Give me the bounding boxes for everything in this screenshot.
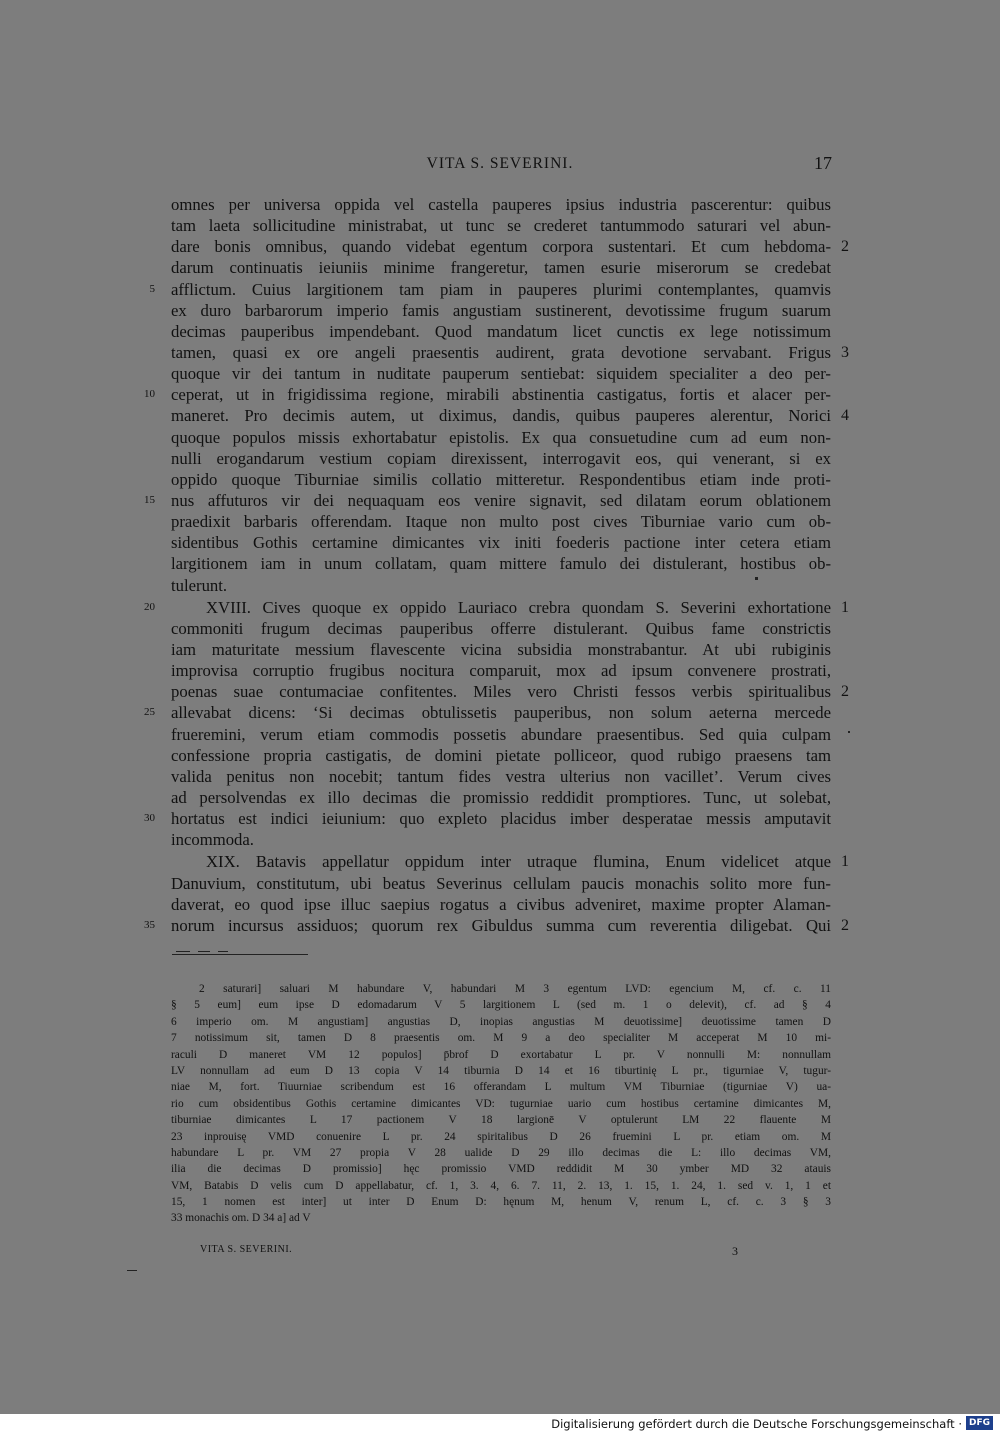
apparatus-line-text: tiburniae dimicantes L 17 pactionem V 18 largionē V optulerunt LM 22 flauente M (171, 1114, 831, 1127)
line-text: quoque vir dei tantum in nuditate pauperum sentiebat: siquidem specialiter a deo per- (171, 364, 831, 384)
line-text: frueremini, verum etiam commodis possetis abundare praesentibus. Sed quia culpam (171, 724, 831, 744)
apparatus-line (171, 981, 831, 997)
signature-number: 3 (732, 1244, 738, 1258)
apparatus-line (171, 1079, 831, 1095)
line-text: incommoda. (171, 830, 254, 850)
line-text: sidentibus Gothis certamine dimicantes vix initi foederis pactione inter cetera etiam (171, 533, 831, 553)
page-number: 17 (814, 153, 832, 173)
line-text: omnes per universa oppida vel castella pauperes ipsius industria pascerentur: quibus (171, 195, 831, 214)
text-line (171, 194, 831, 215)
line-text: XIX. Batavis appellatur oppidum inter utraque flumina, Enum videlicet atque (206, 852, 831, 872)
line-text: ad persolvendas ex illo decimas die promissio reddidit promptiores. Tunc, ut solebat, (171, 787, 831, 807)
line-text: iam maturitate messium flavescente vicina subsidia monstrabantur. At ubi rubiginis (171, 639, 831, 659)
apparatus-line-text: raculi D maneret VM 12 populos] p̄brof D exortabatur L pr. V nonnulli M: nonnullam (171, 1048, 831, 1061)
apparatus-line-text: 2 saturari] saluari M habundare V, habundari M 3 egentum LVD: egencium M, cf. c. 11 (199, 983, 831, 995)
line-text: tam laeta sollicitudine ministrabat, ut tunc se crederet tantummodo saturari vel abun- (171, 216, 831, 236)
signature-title: VITA S. SEVERINI. (200, 1244, 293, 1255)
text-line (171, 829, 831, 850)
apparatus-line-text: niae M, fort. Tiuurniae scribendum est 16 offerandam L multum VM Tiburniae (tigurniae V) ua- (171, 1081, 831, 1094)
line-text: norum incursus assiduos; quorum rex Gibuldus summa cum reverentia diligebat. Qui (171, 915, 831, 935)
text-line (171, 300, 831, 321)
line-number: 20 (144, 600, 155, 613)
digitization-footer (0, 1414, 1000, 1434)
line-text: improvisa corruptio frugibus nocitura comparuit, mox ad ipsum convenere prostrati, (171, 661, 831, 681)
apparatus-line (171, 1178, 831, 1194)
text-line (171, 469, 831, 490)
scan-speck (755, 577, 758, 580)
line-text: quoque populos missis exhortabatur epistolis. Ex qua consuetudine cum ad eum non- (171, 427, 831, 447)
scan-dash (198, 951, 210, 952)
line-text: daverat, eo quod ipse illuc saepius rogatus a civibus adveniret, maxime propter Alaman- (171, 894, 831, 914)
apparatus-line-text: 15, 1 nomen est inter] ut inter D Enum D: hęnum M, henum V, renum L, cf. c. 3 § 3 (171, 1196, 831, 1209)
line-text: nus affuturos vir dei nequaquam eos venire signavit, sed dilatam eorum oblationem (171, 490, 831, 510)
line-text: dare bonis omnibus, quando videbat egentum corpora sustentari. Et cum hebdoma- (171, 237, 831, 257)
apparatus-line (171, 1014, 831, 1030)
text-line (171, 363, 831, 384)
apparatus-line-text: 6 imperio om. M angustiam] angustias D, inopias angustias M deuotissime] deuotissime tamen D (171, 1015, 831, 1028)
apparatus-line-text: 33 monachis om. D 34 a] ad V (171, 1212, 311, 1225)
section-number: 2 (841, 683, 849, 701)
text-line (171, 766, 831, 787)
line-text: poenas suae contumaciae confitentes. Miles vero Christi fessos verbis spiritualibus (171, 682, 831, 702)
scan-dash (127, 1270, 137, 1271)
line-text: commoniti frugum decimas pauperibus offerre distulerant. Quibus fame constrictis (171, 618, 831, 638)
line-text: praedixit barbaris offerendam. Itaque non multo post cives Tiburniae vario cum ob- (171, 512, 831, 532)
line-text: tamen, quasi ex ore angeli praesentis audirent, grata devotione servabant. Frigus (171, 342, 831, 362)
line-text: XVIII. Cives quoque ex oppido Lauriaco crebra quondam S. Severini exhortatione (206, 597, 831, 617)
line-text: afflictum. Cuius largitionem tam piam in pauperes plurimi contemplantes, quamvis (171, 279, 831, 299)
line-number: 25 (144, 706, 155, 719)
apparatus-line (171, 1145, 831, 1161)
text-line (171, 511, 831, 532)
apparatus-line (171, 1161, 831, 1177)
apparatus-line (171, 1210, 831, 1226)
section-number: 4 (841, 407, 849, 425)
line-text: ex duro barbarorum imperio famis angustiam sustinerent, devotissime frugum suarum (171, 300, 831, 320)
line-number: 35 (144, 918, 155, 931)
apparatus-line (171, 1194, 831, 1210)
text-line (171, 873, 831, 894)
text-line (171, 787, 831, 808)
text-line (144, 808, 831, 829)
apparatus-line-text: § 5 eum] eum ipse D edomadarum V 5 largitionem L (sed m. 1 o delevit), cf. ad § 4 (171, 999, 831, 1012)
text-line (171, 532, 831, 553)
line-number: 30 (144, 812, 155, 825)
text-line (171, 724, 831, 745)
text-line (171, 342, 849, 363)
line-text: maneret. Pro decimis autem, ut diximus, dandis, quibus pauperes alerentur, Norici (171, 406, 831, 426)
text-line (171, 215, 831, 236)
apparatus-line-text: LV nonnullam ad eum D 13 copia V 14 tiburnia D 14 et 16 tiburtinię L pr., tigurniae V, tugur- (171, 1064, 831, 1077)
line-text: hortatus est indici ieiunium: quo expleto placidus imber desperatae messis amputavit (171, 809, 831, 829)
apparatus-line (171, 1063, 831, 1079)
text-line (171, 575, 831, 596)
critical-apparatus (171, 981, 831, 1227)
apparatus-line (171, 1030, 831, 1046)
text-line (171, 851, 849, 872)
apparatus-line (171, 1047, 831, 1063)
line-number: 15 (144, 493, 155, 506)
section-number: 1 (841, 598, 849, 616)
line-text: oppido quoque Tiburniae similis collatio mitteretur. Respondentibus etiam inde proti- (171, 469, 831, 489)
text-line (171, 236, 849, 257)
text-line (144, 597, 849, 618)
footnote-separator-rule (172, 954, 308, 955)
apparatus-line (171, 1112, 831, 1128)
apparatus-line (171, 1096, 831, 1112)
text-line (171, 321, 831, 342)
apparatus-line-text: rio cum obsidentibus Gothis certamine dimicantes VD: tugurniae uario cum hostibus certamine dimicantes M, (171, 1097, 831, 1110)
apparatus-line-text: VM, Batabis D velis cum D appellabatur, cf. 1, 3. 4, 6. 7. 11, 2. 13, 1. 15, 1. 24, 1. sed v. 1, 1 et (171, 1179, 831, 1192)
text-line (171, 427, 831, 448)
scan-dash (176, 951, 190, 952)
line-number: 10 (144, 388, 155, 401)
apparatus-line (171, 997, 831, 1013)
line-text: valida penitus non nocebit; tantum fides vestra ulterius non vacillet’. Verum cives (171, 766, 831, 786)
text-line (171, 639, 831, 660)
apparatus-line-text: 7 notissimum sit, tamen D 8 praesentis om. M 9 a deo specialiter M acceperat M 10 mi- (171, 1032, 831, 1045)
main-text-block (144, 194, 849, 936)
section-number: 2 (841, 916, 849, 934)
text-line (149, 279, 831, 300)
text-line (144, 490, 831, 511)
footer-credit: Digitalisierung gefördert durch die Deutsche Forschungsgemeinschaft · (551, 1417, 962, 1431)
line-text: confessione propria castigatis, de domini pietate polliceor, quod rubigo praesens tam (171, 745, 831, 765)
text-line (171, 660, 831, 681)
dfg-logo-icon: DFG (966, 1416, 993, 1430)
line-text: decimas pauperibus impendebant. Quod mandatum licet cunctis ex lege notissimum (171, 321, 831, 341)
text-line (171, 553, 831, 574)
running-header-title: VITA S. SEVERINI. (426, 155, 574, 172)
line-number: 5 (149, 282, 155, 295)
line-text: allevabat dicens: ‘Si decimas obtulissetis pauperibus, non solum aeterna mercede (171, 703, 831, 723)
apparatus-line-text: habundare L pr. VM 27 propia V 28 ualide D 29 illo decimas die L: illo decimas VM, (171, 1146, 831, 1159)
text-line (171, 618, 831, 639)
line-text: darum continuatis ieiuniis minime frangeretur, tamen esurie miserorum se credebat (171, 258, 831, 278)
line-text: nulli erogandarum vestium copiam direxissent, interrogavit eos, qui venerant, si ex (171, 448, 831, 468)
line-text: largitionem iam in unum collatam, quam mittere famulo dei distulerant, hostibus ob- (171, 554, 831, 574)
section-number: 3 (841, 343, 849, 361)
line-text: tulerunt. (171, 575, 228, 595)
scan-speck (848, 731, 850, 733)
section-number: 2 (841, 238, 849, 256)
text-line (144, 384, 831, 405)
line-text: ceperat, ut in frigidissima regione, mirabili abstinentia castigatus, fortis et alacer per- (171, 385, 831, 405)
text-line (171, 257, 831, 278)
text-line (171, 745, 831, 766)
apparatus-line-text: 23 inprouisę VMD conuenire L pr. 24 spiritalibus D 26 fruemini L pr. etiam om. M (171, 1130, 831, 1143)
apparatus-line (171, 1129, 831, 1145)
text-line (171, 405, 849, 426)
line-text: Danuvium, constitutum, ubi beatus Severinus cellulam paucis monachis solito more fun- (171, 873, 831, 893)
text-line (171, 894, 831, 915)
apparatus-line-text: ilia die decimas D promissio] hęc promissio VMD reddidit M 30 ymber MD 32 atauis (171, 1163, 831, 1176)
section-number: 1 (841, 853, 849, 871)
text-line (144, 915, 849, 936)
text-line (171, 448, 831, 469)
text-line (171, 681, 849, 702)
scan-dash (218, 951, 228, 952)
text-line (144, 702, 831, 723)
